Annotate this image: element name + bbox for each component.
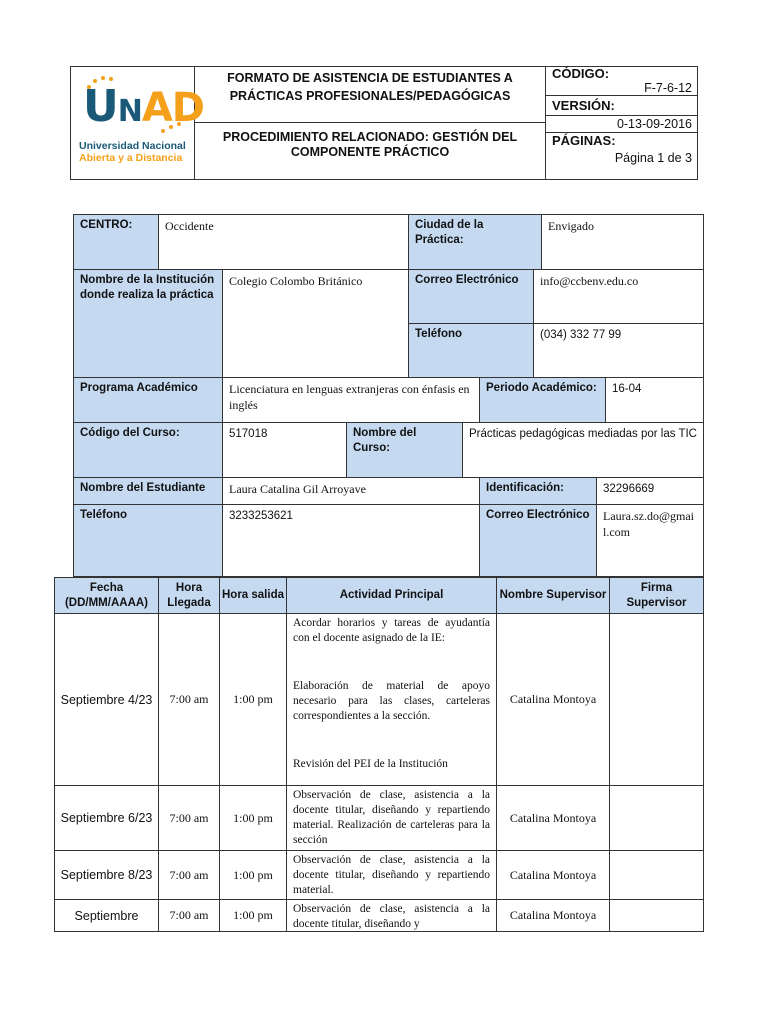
ciudad-label: Ciudad de la Práctica:: [408, 214, 542, 270]
row-firma: [609, 785, 704, 851]
col-firma-header: Firma Supervisor: [609, 577, 704, 614]
activity-line: Elaboración de material de apoyo necesario para las clases, carteleras correspondientes a la sección.: [293, 680, 490, 722]
logo-cell: [71, 67, 205, 179]
row-firma: [609, 613, 704, 786]
correo-label: Correo Electrónico: [408, 269, 534, 324]
activity-line: Observación de clase, asistencia a la docente titular, diseñando y repartiendo material.: [293, 854, 490, 896]
periodo-label: Periodo Académico:: [479, 377, 606, 423]
col-salida-header: Hora salida: [219, 577, 287, 614]
telefono-inst-value: (034) 332 77 99: [533, 323, 704, 378]
identificacion-label: Identificación:: [479, 477, 597, 505]
row-supervisor: Catalina Montoya: [496, 899, 610, 932]
row-actividad: [286, 850, 497, 900]
activity-line: Revisión del PEI de la Institución: [293, 758, 448, 770]
correo-value: info@ccbenv.edu.co: [533, 269, 704, 324]
telefono-est-value: 3233253621: [222, 504, 480, 577]
related-procedure: PROCEDIMIENTO RELACIONADO: GESTIÓN DEL COMPONENTE PRÁCTICO: [195, 123, 546, 179]
row-supervisor: Catalina Montoya: [496, 850, 610, 900]
version-value-block: 0-13-09-2016: [546, 116, 698, 133]
version-label-block: VERSIÓN:: [546, 96, 698, 116]
row-supervisor: Catalina Montoya: [496, 613, 610, 786]
paginas-block: PÁGINAS: Página 1 de 3: [552, 133, 692, 165]
row-firma: [609, 899, 704, 932]
identificacion-value: 32296669: [596, 477, 704, 505]
row-fecha: Septiembre 4/23: [54, 613, 159, 786]
row-supervisor: Catalina Montoya: [496, 785, 610, 851]
row-salida: 1:00 pm: [219, 785, 287, 851]
codigo-curso-value: 517018: [222, 422, 347, 478]
activity-line: Observación de clase, asistencia a la docente titular, diseñando y repartiendo material. Realización de carteleras para la sección: [293, 789, 490, 846]
centro-value: Occidente: [158, 214, 409, 270]
programa-value: Licenciatura en lenguas extranjeras con énfasis en inglés: [222, 377, 480, 423]
periodo-value: 16-04: [605, 377, 704, 423]
row-llegada: 7:00 am: [158, 613, 220, 786]
row-firma: [609, 850, 704, 900]
col-supervisor-header: Nombre Supervisor: [496, 577, 610, 614]
row-actividad: [286, 785, 497, 851]
centro-label: CENTRO:: [73, 214, 159, 270]
document-title: FORMATO DE ASISTENCIA DE ESTUDIANTES A PRÁCTICAS PROFESIONALES/PEDAGÓGICAS: [195, 67, 546, 123]
col-llegada-header: Hora Llegada: [158, 577, 220, 614]
unad-wordmark: UNAD: [83, 81, 205, 132]
row-actividad: [286, 613, 497, 786]
correo-est-label: Correo Electrónico: [479, 504, 597, 577]
row-llegada: 7:00 am: [158, 899, 220, 932]
estudiante-label: Nombre del Estudiante: [73, 477, 223, 505]
col-fecha-header: Fecha (DD/MM/AAAA): [54, 577, 159, 614]
unad-logo: [71, 67, 205, 179]
row-actividad: [286, 899, 497, 932]
programa-label: Programa Académico: [73, 377, 223, 423]
ciudad-value: Envigado: [541, 214, 704, 270]
logo-subtitle: Universidad Nacional Abierta y a Distancia: [79, 140, 186, 164]
row-fecha: Septiembre 8/23: [54, 850, 159, 900]
row-salida: 1:00 pm: [219, 850, 287, 900]
nombre-curso-value: Prácticas pedagógicas mediadas por las TIC: [462, 422, 704, 478]
estudiante-value: Laura Catalina Gil Arroyave: [222, 477, 480, 505]
codigo-curso-label: Código del Curso:: [73, 422, 223, 478]
document-header: [70, 66, 698, 180]
codigo-block: CÓDIGO: F-7-6-12: [546, 67, 698, 96]
institucion-label: Nombre de la Institución donde realiza la práctica: [73, 269, 223, 378]
correo-est-value: Laura.sz.do@gmail.com: [596, 504, 704, 577]
row-fecha: Septiembre 6/23: [54, 785, 159, 851]
row-llegada: 7:00 am: [158, 785, 220, 851]
activity-line: Observación de clase, asistencia a la docente titular, diseñando y: [293, 903, 490, 930]
telefono-inst-label: Teléfono: [408, 323, 534, 378]
activity-line: Acordar horarios y tareas de ayudantía con el docente asignado de la IE:: [293, 617, 490, 644]
row-fecha: Septiembre: [54, 899, 159, 932]
telefono-est-label: Teléfono: [73, 504, 223, 577]
col-actividad-header: Actividad Principal: [286, 577, 497, 614]
row-salida: 1:00 pm: [219, 613, 287, 786]
row-salida: 1:00 pm: [219, 899, 287, 932]
nombre-curso-label: Nombre del Curso:: [346, 422, 463, 478]
institucion-value: Colegio Colombo Británico: [222, 269, 409, 378]
row-llegada: 7:00 am: [158, 850, 220, 900]
